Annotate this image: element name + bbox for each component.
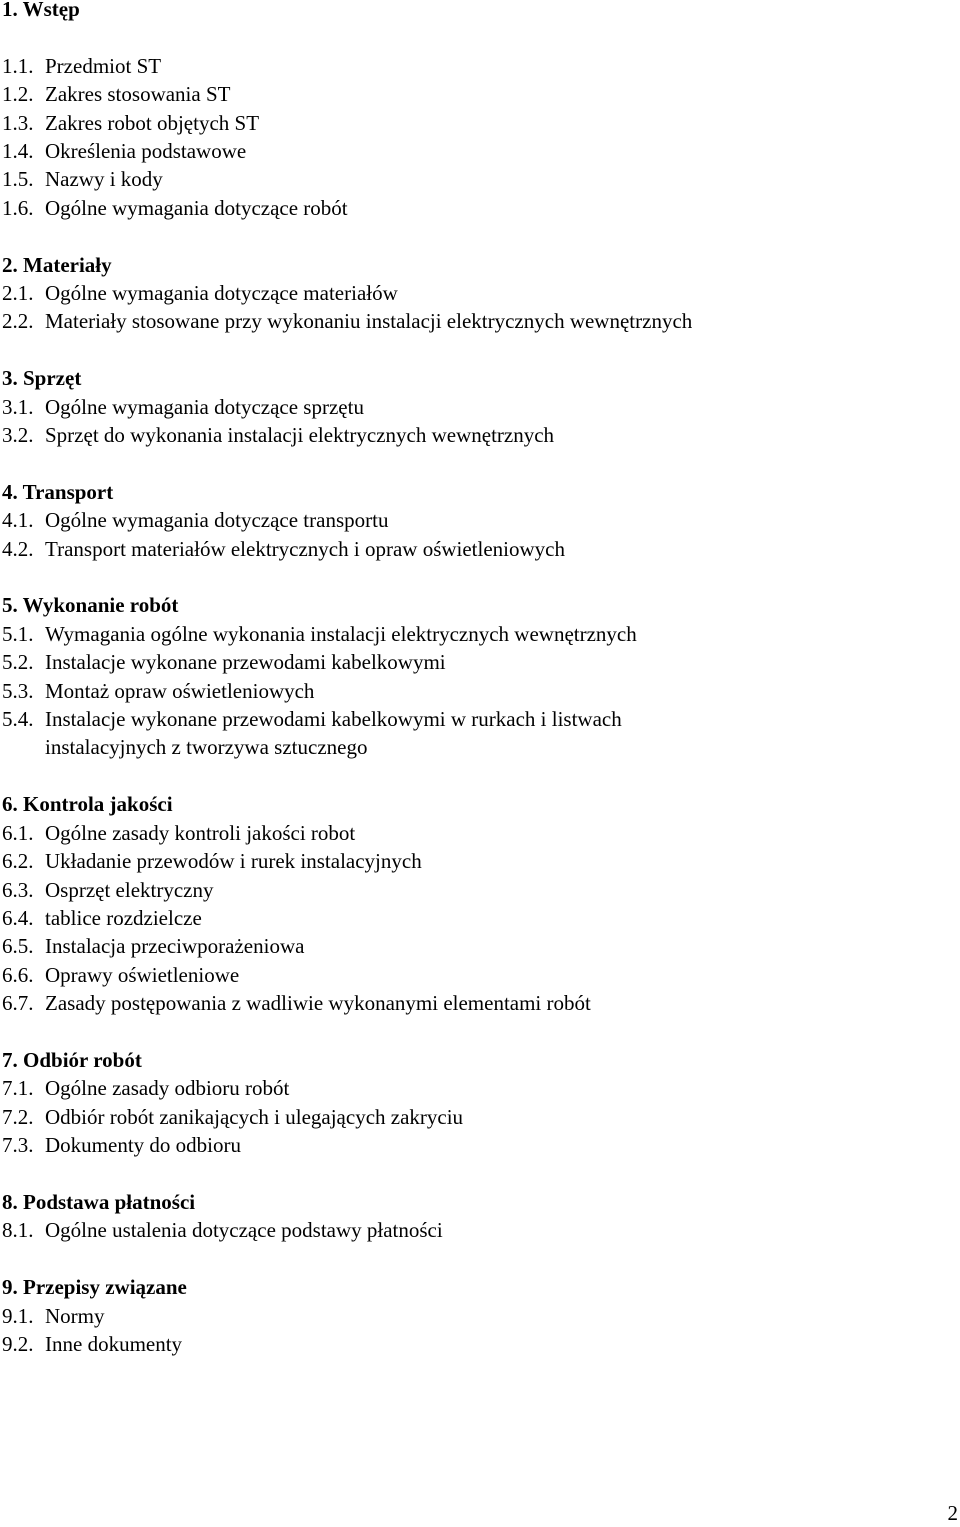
toc-section bbox=[2, 1046, 942, 1160]
toc-item bbox=[2, 705, 942, 762]
toc-item-text: Zakres robot objętych ST bbox=[45, 110, 260, 135]
toc-item-text: Zasady postępowania z wadliwie wykonanymi elementami robót bbox=[45, 991, 591, 1016]
toc-item bbox=[2, 109, 942, 137]
toc-item-number: 4.2. bbox=[2, 536, 34, 561]
toc-item bbox=[2, 137, 942, 165]
toc-item-text: Nazwy i kody bbox=[45, 167, 163, 192]
toc-item-number: 6.3. bbox=[2, 877, 34, 902]
toc-item bbox=[2, 279, 942, 307]
toc-item-text: Sprzęt do wykonania instalacji elektrycznych wewnętrznych bbox=[45, 423, 555, 448]
toc-item bbox=[2, 535, 942, 563]
toc-item-number: 1.4. bbox=[2, 139, 34, 164]
toc-item bbox=[2, 52, 942, 80]
toc-item bbox=[2, 307, 942, 335]
toc-item-number: 2.2. bbox=[2, 309, 34, 334]
toc-item bbox=[2, 1216, 942, 1244]
toc-item bbox=[2, 393, 942, 421]
toc-item-number: 5.2. bbox=[2, 650, 34, 675]
section-heading: 7. Odbiór robót bbox=[2, 1047, 142, 1072]
toc-item-text: Ogólne wymagania dotyczące robót bbox=[45, 195, 348, 220]
toc-item-number: 1.5. bbox=[2, 167, 34, 192]
toc-item-number: 2.1. bbox=[2, 281, 34, 306]
section-heading: 6. Kontrola jakości bbox=[2, 792, 173, 817]
toc-item bbox=[2, 194, 942, 222]
toc-item bbox=[2, 620, 942, 648]
section-heading: 1. Wstęp bbox=[2, 0, 80, 21]
table-of-contents bbox=[2, 0, 942, 1387]
toc-item-text: Wymagania ogólne wykonania instalacji elektrycznych wewnętrznych bbox=[45, 621, 637, 646]
toc-item-number: 9.2. bbox=[2, 1331, 34, 1356]
toc-item-number: 6.6. bbox=[2, 962, 34, 987]
toc-item-number: 7.1. bbox=[2, 1076, 34, 1101]
toc-item-number: 5.4. bbox=[2, 707, 34, 732]
toc-item bbox=[2, 847, 942, 875]
toc-item bbox=[2, 819, 942, 847]
toc-item-text: Dokumenty do odbioru bbox=[45, 1133, 241, 1158]
toc-item-text: Montaż opraw oświetleniowych bbox=[45, 678, 315, 703]
toc-item-text: Instalacje wykonane przewodami kabelkowymi bbox=[45, 650, 446, 675]
toc-item-text: Transport materiałów elektrycznych i opraw oświetleniowych bbox=[45, 536, 565, 561]
toc-item-number: 6.5. bbox=[2, 934, 34, 959]
toc-section bbox=[2, 251, 942, 336]
toc-item-number: 6.1. bbox=[2, 820, 34, 845]
toc-item bbox=[2, 1131, 942, 1159]
toc-item-text: Ogólne ustalenia dotyczące podstawy płatności bbox=[45, 1218, 443, 1243]
toc-item-text: Ogólne wymagania dotyczące sprzętu bbox=[45, 394, 364, 419]
toc-item-number: 6.4. bbox=[2, 905, 34, 930]
toc-item-text: Ogólne zasady kontroli jakości robot bbox=[45, 820, 356, 845]
page-number: 2 bbox=[947, 1501, 958, 1525]
toc-item-number: 6.7. bbox=[2, 991, 34, 1016]
toc-item-number: 3.2. bbox=[2, 423, 34, 448]
toc-section bbox=[2, 1273, 942, 1358]
toc-section bbox=[2, 1188, 942, 1245]
toc-item-number: 8.1. bbox=[2, 1218, 34, 1243]
toc-item-text: Ogólne wymagania dotyczące transportu bbox=[45, 508, 389, 533]
toc-item-text: Określenia podstawowe bbox=[45, 139, 247, 164]
toc-item-text: Osprzęt elektryczny bbox=[45, 877, 214, 902]
toc-item bbox=[2, 1074, 942, 1102]
toc-item-text: Przedmiot ST bbox=[45, 53, 162, 78]
section-heading: 8. Podstawa płatności bbox=[2, 1189, 196, 1214]
toc-item-number: 7.2. bbox=[2, 1104, 34, 1129]
toc-section bbox=[2, 478, 942, 563]
toc-item bbox=[2, 165, 942, 193]
toc-item-number: 1.1. bbox=[2, 53, 34, 78]
toc-item-text: Zakres stosowania ST bbox=[45, 82, 231, 107]
toc-item bbox=[2, 421, 942, 449]
section-heading: 4. Transport bbox=[2, 479, 114, 504]
toc-item bbox=[2, 648, 942, 676]
toc-item bbox=[2, 904, 942, 932]
toc-item-text: Normy bbox=[45, 1303, 105, 1328]
section-heading: 9. Przepisy związane bbox=[2, 1275, 187, 1300]
section-heading: 5. Wykonanie robót bbox=[2, 593, 179, 618]
section-heading: 2. Materiały bbox=[2, 252, 112, 277]
toc-item bbox=[2, 989, 942, 1017]
toc-item-number: 9.1. bbox=[2, 1303, 34, 1328]
toc-item-text: Odbiór robót zanikających i ulegających zakryciu bbox=[45, 1104, 464, 1129]
toc-item-text: Ogólne zasady odbioru robót bbox=[45, 1076, 290, 1101]
toc-item bbox=[2, 876, 942, 904]
toc-item bbox=[2, 506, 942, 534]
toc-section bbox=[2, 591, 942, 761]
toc-item-text: Instalacje wykonane przewodami kabelkowymi w rurkach i listwach instalacyjnych z tworzywa sztucznego bbox=[45, 707, 622, 760]
toc-item-number: 1.6. bbox=[2, 195, 34, 220]
toc-item-number: 1.2. bbox=[2, 82, 34, 107]
toc-item-text: Ogólne wymagania dotyczące materiałów bbox=[45, 281, 398, 306]
toc-section bbox=[2, 364, 942, 449]
toc-item-number: 5.3. bbox=[2, 678, 34, 703]
toc-section bbox=[2, 0, 942, 222]
section-heading: 3. Sprzęt bbox=[2, 366, 82, 391]
toc-item bbox=[2, 1302, 942, 1330]
toc-item-number: 4.1. bbox=[2, 508, 34, 533]
toc-section bbox=[2, 790, 942, 1017]
toc-item-number: 6.2. bbox=[2, 849, 34, 874]
toc-item-text: Instalacja przeciwporażeniowa bbox=[45, 934, 305, 959]
toc-item-number: 1.3. bbox=[2, 110, 34, 135]
toc-item-text: Inne dokumenty bbox=[45, 1331, 183, 1356]
toc-item-text: Materiały stosowane przy wykonaniu instalacji elektrycznych wewnętrznych bbox=[45, 309, 693, 334]
toc-item bbox=[2, 1330, 942, 1358]
spacer bbox=[2, 23, 942, 51]
toc-item-text: tablice rozdzielcze bbox=[45, 905, 202, 930]
toc-item-text: Układanie przewodów i rurek instalacyjnych bbox=[45, 849, 422, 874]
toc-item-text: Oprawy oświetleniowe bbox=[45, 962, 240, 987]
toc-item bbox=[2, 1103, 942, 1131]
toc-item bbox=[2, 932, 942, 960]
toc-item-number: 5.1. bbox=[2, 621, 34, 646]
toc-item bbox=[2, 961, 942, 989]
toc-item bbox=[2, 80, 942, 108]
toc-item-number: 3.1. bbox=[2, 394, 34, 419]
toc-item-number: 7.3. bbox=[2, 1133, 34, 1158]
toc-item bbox=[2, 677, 942, 705]
